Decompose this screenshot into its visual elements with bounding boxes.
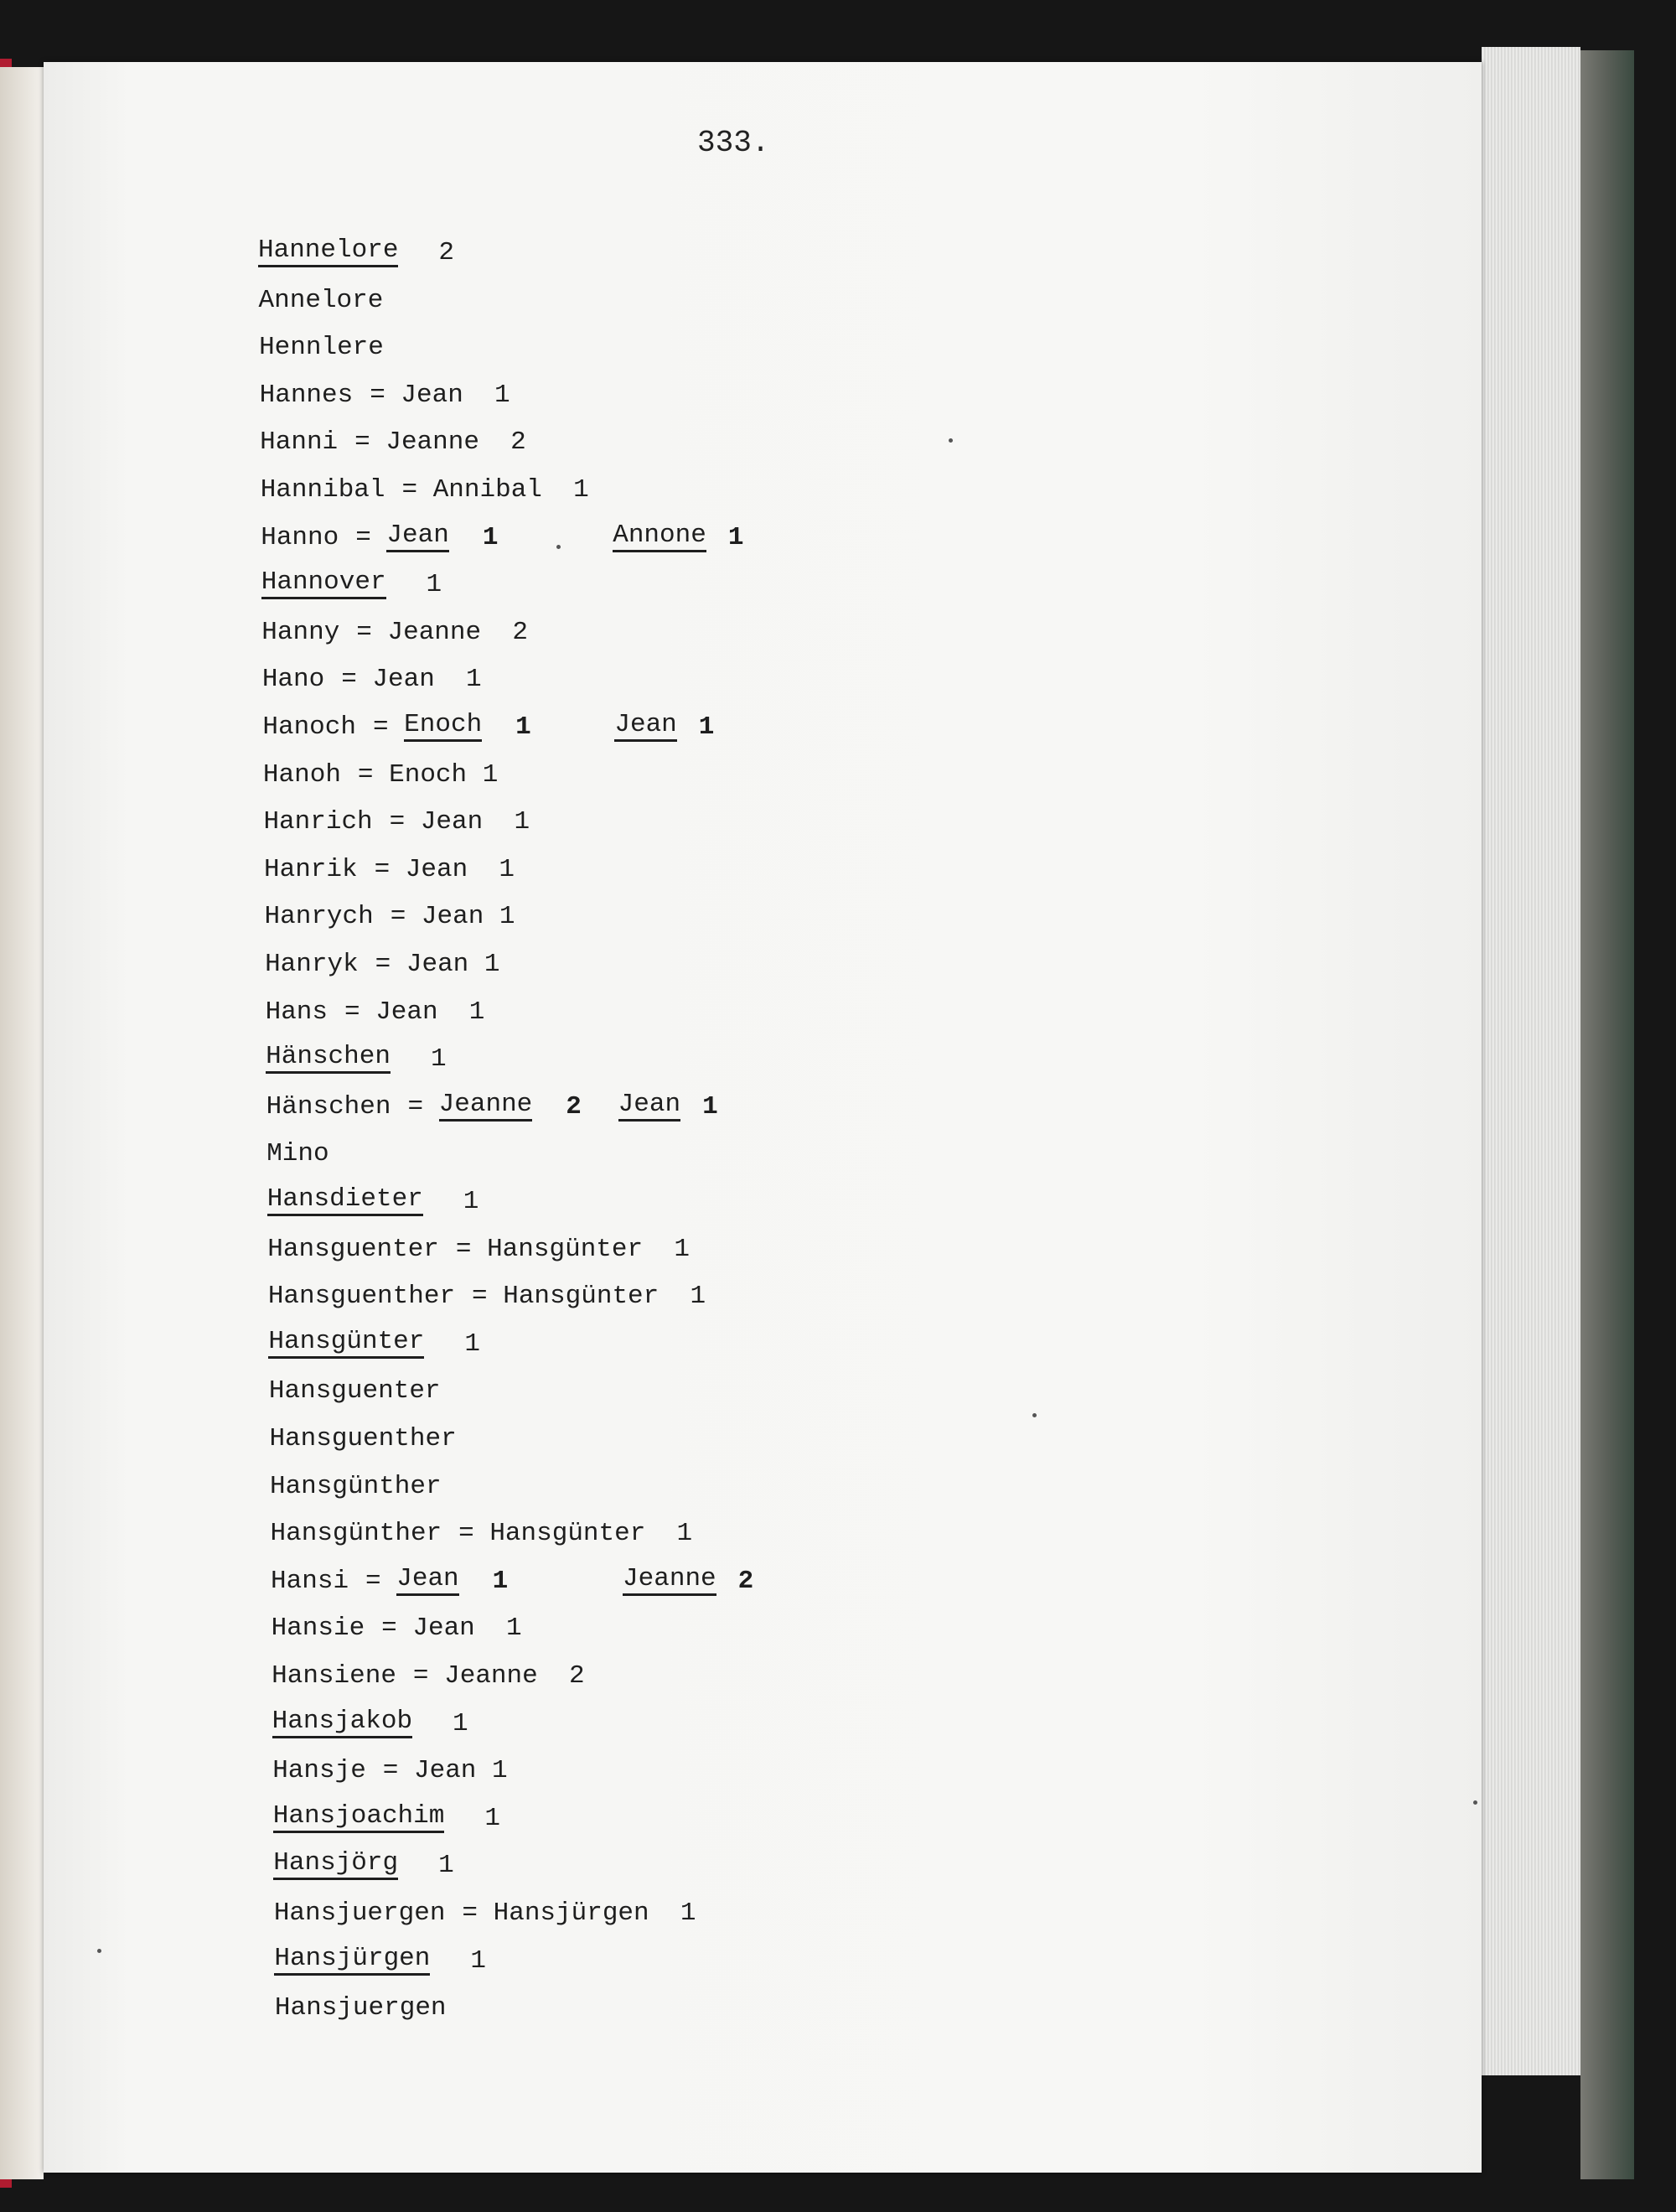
- entry-detail: = Annibal 1: [401, 475, 589, 505]
- entry-name: Hansje: [272, 1756, 366, 1786]
- entry-detail: = Jean 1: [382, 1756, 508, 1786]
- entry-name: Hanni: [260, 427, 339, 458]
- index-entry: [272, 1707, 1425, 1741]
- entry-name: Hansjürgen: [274, 1945, 430, 1976]
- paper-speck: [97, 1949, 101, 1953]
- entry-name: Hansjoachim: [273, 1802, 445, 1833]
- entry-reference: Jeanne: [439, 1090, 533, 1122]
- entry-name: Hansie: [271, 1614, 365, 1644]
- index-entry: [259, 284, 1425, 318]
- entry-name: Annelore: [258, 285, 384, 315]
- entry-name: Hannibal: [260, 475, 385, 505]
- index-entry: [267, 1233, 1425, 1267]
- entry-reference-2: Jean: [614, 711, 676, 742]
- entry-detail: = Jean 1: [381, 1614, 522, 1644]
- page-number: 333.: [697, 126, 770, 160]
- index-entry: [266, 1043, 1425, 1076]
- entry-detail: = Hansgünter 1: [472, 1282, 706, 1312]
- entry-name: Hansjuergen: [273, 1899, 446, 1928]
- entry-count: 2: [566, 1091, 582, 1122]
- index-entry: [274, 1945, 1425, 1978]
- equals-sign: =: [372, 712, 389, 742]
- index-entry: [266, 1090, 1425, 1124]
- entry-detail: = Jeanne 2: [354, 427, 526, 458]
- entry-name: Hanrych: [264, 902, 374, 932]
- entry-count: 1: [482, 522, 499, 552]
- entry-name: Hennlere: [259, 333, 384, 363]
- entry-name: Hansjuergen: [274, 1993, 447, 2023]
- entry-detail: = Enoch 1: [357, 759, 499, 790]
- index-entry: [265, 900, 1425, 934]
- entry-detail: = Jean 1: [341, 665, 482, 695]
- entry-name: Hanoh: [262, 759, 341, 790]
- entry-name: Hansguenter: [267, 1234, 439, 1264]
- entry-detail: 1: [426, 570, 442, 600]
- paper-speck: [949, 438, 953, 443]
- entry-name: Hanoch: [262, 712, 356, 742]
- index-entry: [267, 1185, 1425, 1219]
- entry-detail: 1: [430, 1044, 447, 1075]
- index-entry: [265, 948, 1425, 982]
- entry-name: Hannes: [259, 380, 354, 410]
- entry-name: Hansjakob: [272, 1707, 412, 1738]
- entry-reference-2: Annone: [613, 521, 706, 552]
- entry-name: Hanrik: [263, 854, 358, 884]
- index-entry: [262, 711, 1425, 744]
- entry-name: Hansdieter: [267, 1185, 423, 1216]
- equals-sign: =: [365, 1566, 381, 1596]
- entry-name: Hänschen: [266, 1043, 391, 1074]
- entry-detail: 1: [453, 1708, 468, 1738]
- entry-name: Hansguenter: [268, 1376, 441, 1406]
- entry-name: Hansgünther: [270, 1519, 442, 1549]
- equals-sign: =: [355, 522, 371, 552]
- entry-name: Hansguenther: [267, 1282, 456, 1312]
- index-entry: [261, 521, 1425, 555]
- entry-name: Hano: [261, 665, 325, 695]
- index-entry: [271, 1517, 1425, 1551]
- entry-name: Hans: [265, 997, 328, 1027]
- index-entry: [273, 1802, 1425, 1836]
- index-entry: [258, 236, 1425, 270]
- index-entry: [261, 568, 1425, 602]
- entry-detail: 1: [463, 1187, 479, 1216]
- index-entry: [263, 759, 1425, 792]
- entry-reference-2: Jean: [618, 1090, 680, 1122]
- entry-detail: = Jean 1: [389, 807, 530, 837]
- entry-name: Hansgünther: [269, 1471, 442, 1501]
- entry-count-2: 1: [698, 712, 715, 742]
- index-entry: [275, 1992, 1425, 2025]
- entry-detail: 1: [470, 1945, 486, 1976]
- entry-detail: = Hansgünter 1: [458, 1519, 693, 1549]
- index-entry: [266, 996, 1425, 1029]
- index-entry: [266, 1137, 1425, 1171]
- index-entry: [269, 1422, 1425, 1456]
- entry-reference: Jean: [396, 1565, 458, 1596]
- entry-reference-2: Jeanne: [623, 1565, 716, 1596]
- index-entry: [269, 1375, 1425, 1408]
- entry-detail: = Hansjürgen 1: [462, 1899, 696, 1928]
- entry-count-2: 1: [727, 522, 744, 552]
- entry-count: 1: [515, 712, 531, 742]
- entry-detail: = Jeanne 2: [412, 1661, 585, 1691]
- entry-name: Hanrich: [263, 807, 373, 837]
- entry-name: Hanno: [261, 522, 339, 552]
- entry-detail: = Jean 1: [390, 902, 515, 932]
- index-entry: [270, 1470, 1425, 1504]
- entry-name: Hanryk: [265, 950, 359, 979]
- equals-sign: =: [407, 1091, 424, 1122]
- entry-reference: Enoch: [404, 711, 482, 742]
- index-entry: [264, 853, 1425, 887]
- right-book-cover: [1580, 50, 1634, 2179]
- index-entry: [260, 379, 1425, 412]
- entry-count-2: 1: [702, 1091, 718, 1122]
- entry-count: 1: [492, 1566, 509, 1596]
- entry-name: Hansgünter: [268, 1328, 424, 1359]
- index-entry: [268, 1328, 1425, 1361]
- page-stack-edge: [1482, 47, 1580, 2075]
- entry-detail: 2: [438, 238, 454, 267]
- entry-name: Hansi: [271, 1566, 349, 1596]
- index-entry: [259, 331, 1425, 365]
- entry-detail: = Jeanne 2: [356, 617, 528, 647]
- entry-name: Hänschen: [266, 1091, 391, 1122]
- entry-count-2: 2: [737, 1566, 754, 1596]
- entry-detail: 1: [438, 1851, 454, 1881]
- index-entry: [262, 663, 1425, 697]
- entry-detail: = Jean 1: [344, 997, 485, 1027]
- index-entry: [261, 616, 1425, 650]
- entry-detail: 1: [484, 1803, 500, 1833]
- entry-name: Mino: [266, 1139, 329, 1169]
- index-entry: [261, 474, 1425, 507]
- index-entry: [268, 1280, 1425, 1313]
- paper-speck: [556, 545, 561, 549]
- entry-detail: = Jean 1: [370, 380, 510, 410]
- entry-name: Hansguenther: [269, 1424, 457, 1453]
- left-page-edge: [0, 67, 44, 2179]
- entry-name: Hannover: [261, 568, 386, 599]
- entry-name: Hanny: [261, 617, 340, 647]
- paper-speck: [1473, 1800, 1477, 1805]
- paper-speck: [1032, 1413, 1037, 1417]
- entry-name: Hansjörg: [273, 1849, 398, 1880]
- entry-name: Hannelore: [258, 236, 398, 267]
- index-entry: [271, 1565, 1425, 1598]
- entry-detail: = Jean 1: [375, 950, 500, 979]
- index-entry: [260, 426, 1425, 459]
- index-entry: [272, 1754, 1425, 1788]
- entry-reference: Jean: [386, 521, 448, 552]
- index-entry: [272, 1660, 1425, 1693]
- entry-detail: = Hansgünter 1: [455, 1234, 690, 1264]
- entry-name: Hansiene: [272, 1661, 396, 1691]
- index-entry: [263, 806, 1425, 839]
- entry-detail: = Jean 1: [374, 854, 515, 884]
- index-entry: [273, 1849, 1425, 1883]
- entry-detail: 1: [464, 1329, 480, 1359]
- index-entry: [274, 1897, 1425, 1930]
- index-entry: [272, 1612, 1425, 1645]
